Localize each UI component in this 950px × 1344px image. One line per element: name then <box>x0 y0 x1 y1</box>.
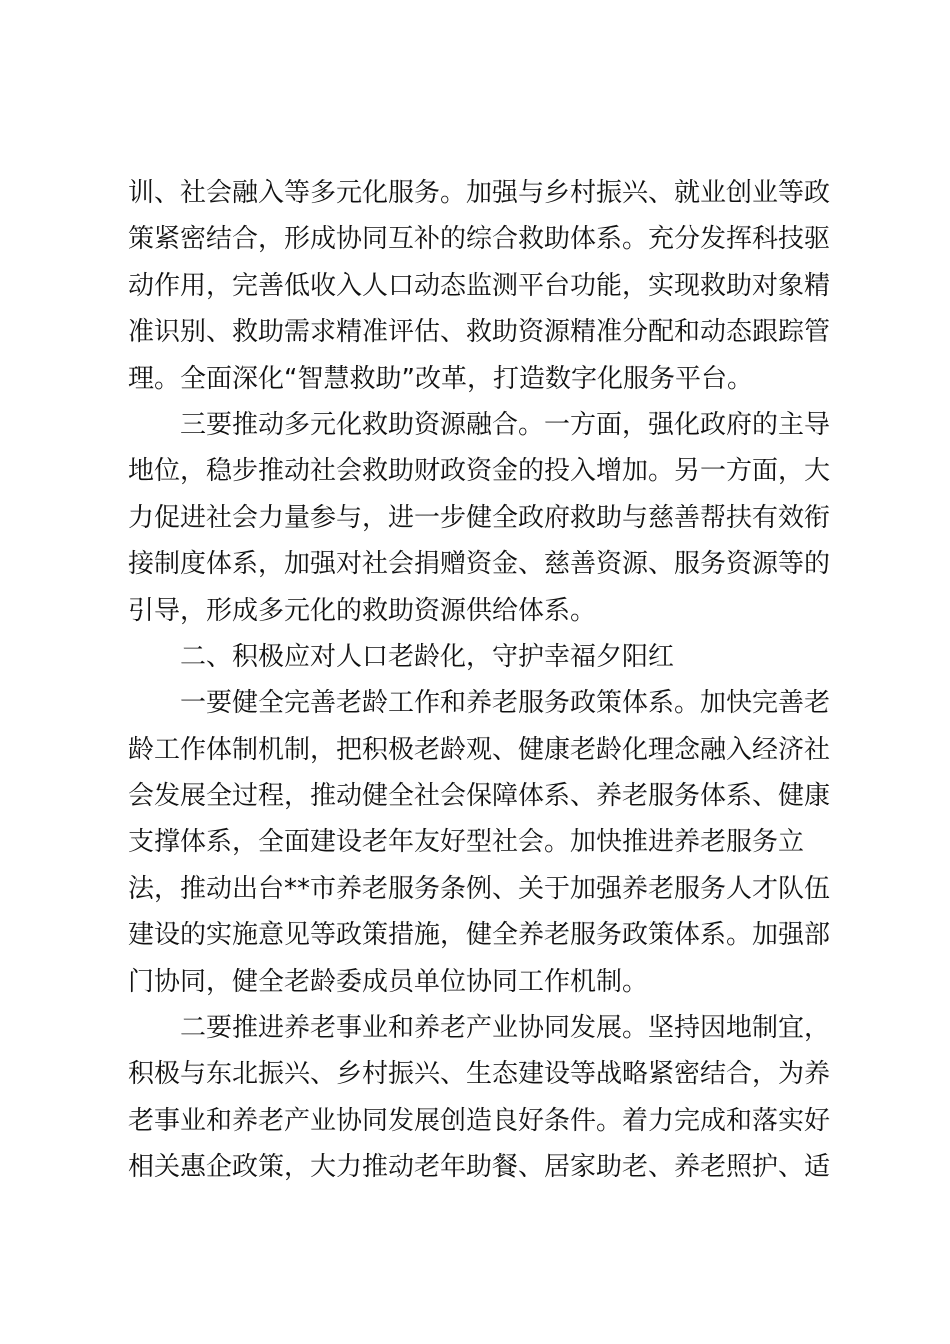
text-line: 老事业和养老产业协同发展创造良好条件。着力完成和落实好 <box>128 1105 831 1136</box>
paragraph-first-line: 一要健全完善老龄工作和养老服务政策体系。加快完善老 <box>180 688 831 719</box>
text-line: 动作用，完善低收入人口动态监测平台功能，实现救助对象精 <box>128 270 831 301</box>
section-heading: 二、积极应对人口老龄化，守护幸福夕阳红 <box>180 641 675 672</box>
paragraph-first-line: 三要推动多元化救助资源融合。一方面，强化政府的主导 <box>180 409 831 440</box>
paragraph-first-line: 二要推进养老事业和养老产业协同发展。坚持因地制宜， <box>180 1013 831 1044</box>
text-line: 建设的实施意见等政策措施，健全养老服务政策体系。加强部 <box>128 920 831 951</box>
text-line: 接制度体系，加强对社会捐赠资金、慈善资源、服务资源等的 <box>128 549 831 580</box>
text-line: 支撑体系，全面建设老年友好型社会。加快推进养老服务立 <box>128 827 805 858</box>
text-line: 龄工作体制机制，把积极老龄观、健康老龄化理念融入经济社 <box>128 734 831 765</box>
text-line: 相关惠企政策，大力推动老年助餐、居家助老、养老照护、适 <box>128 1152 831 1183</box>
text-line: 会发展全过程，推动健全社会保障体系、养老服务体系、健康 <box>128 781 831 812</box>
body-text <box>128 170 831 1191</box>
text-line: 门协同，健全老龄委成员单位协同工作机制。 <box>128 966 649 997</box>
text-line: 策紧密结合，形成协同互补的综合救助体系。充分发挥科技驱 <box>128 224 831 255</box>
text-line: 地位，稳步推动社会救助财政资金的投入增加。另一方面，大 <box>128 456 831 487</box>
text-line: 力促进社会力量参与，进一步健全政府救助与慈善帮扶有效衔 <box>128 502 831 533</box>
text-line: 理。全面深化“智慧救助”改革，打造数字化服务平台。 <box>128 363 753 394</box>
text-line: 积极与东北振兴、乡村振兴、生态建设等战略紧密结合，为养 <box>128 1059 831 1090</box>
text-line: 引导，形成多元化的救助资源供给体系。 <box>128 595 597 626</box>
text-line: 准识别、救助需求精准评估、救助资源精准分配和动态跟踪管 <box>128 317 831 348</box>
text-line: 法，推动出台**市养老服务条例、关于加强养老服务人才队伍 <box>128 873 831 904</box>
text-line: 训、社会融入等多元化服务。加强与乡村振兴、就业创业等政 <box>128 178 831 208</box>
